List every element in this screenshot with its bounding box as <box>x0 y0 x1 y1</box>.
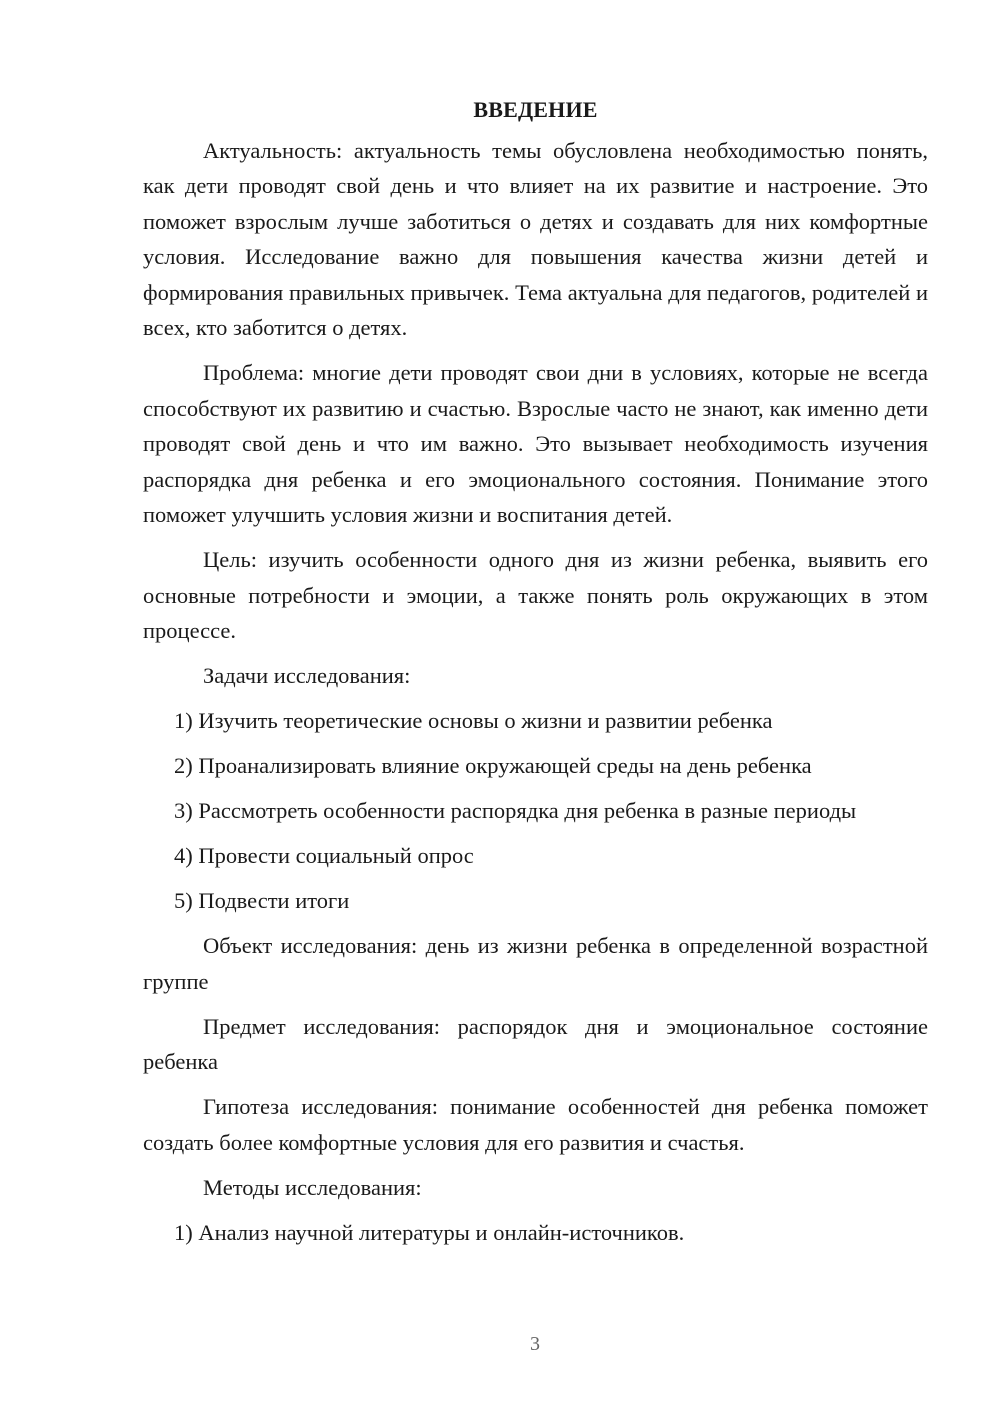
relevance-paragraph: Актуальность: актуальность темы обусловлена необходимостью понять, как дети проводят свой день и что влияет на их развитие и настроение. Это поможет взрослым лучше заботиться о детях и создавать для них комфортные условия. Исследование важно для повышения качества жизни детей и формирования правильных привычек. Тема актуальна для педагогов, родителей и всех, кто заботится о детях. <box>143 137 928 340</box>
methods-list <box>143 1215 928 1251</box>
page-content <box>143 92 928 1260</box>
task-item: 4) Провести социальный опрос <box>174 843 474 868</box>
hypothesis-paragraph: Гипотеза исследования: понимание особенностей дня ребенка поможет создать более комфортные условия для его развития и счастья. <box>143 1094 928 1155</box>
problem-paragraph: Проблема: многие дети проводят свои дни в условиях, которые не всегда способствуют их развитию и счастью. Взрослые часто не знают, как именно дети проводят свой день и что им важно. Это вызывает необходимость изучения распорядка дня ребенка и его эмоционального состояния. Понимание этого поможет улучшить условия жизни и воспитания детей. <box>143 360 928 527</box>
method-item: 1) Анализ научной литературы и онлайн-источников. <box>174 1219 685 1245</box>
methods-title: Методы исследования: <box>203 1174 422 1200</box>
subject-paragraph: Предмет исследования: распорядок дня и эмоциональное состояние ребенка <box>143 1013 928 1074</box>
tasks-title: Задачи исследования: <box>203 663 411 688</box>
goal-paragraph: Цель: изучить особенности одного дня из жизни ребенка, выявить его основные потребности и эмоции, а также понять роль окружающих в этом процессе. <box>143 547 928 643</box>
section-heading: ВВЕДЕНИЕ <box>473 97 598 122</box>
task-item: 5) Подвести итоги <box>174 888 350 913</box>
tasks-list <box>143 703 928 919</box>
page-number: 3 <box>530 1333 540 1355</box>
object-paragraph: Объект исследования: день из жизни ребенка в определенной возрастной группе <box>143 933 928 994</box>
task-item: 2) Проанализировать влияние окружающей среды на день ребенка <box>174 753 812 778</box>
task-item: 3) Рассмотреть особенности распорядка дня ребенка в разные периоды <box>174 798 857 823</box>
task-item: 1) Изучить теоретические основы о жизни и развитии ребенка <box>174 708 773 733</box>
